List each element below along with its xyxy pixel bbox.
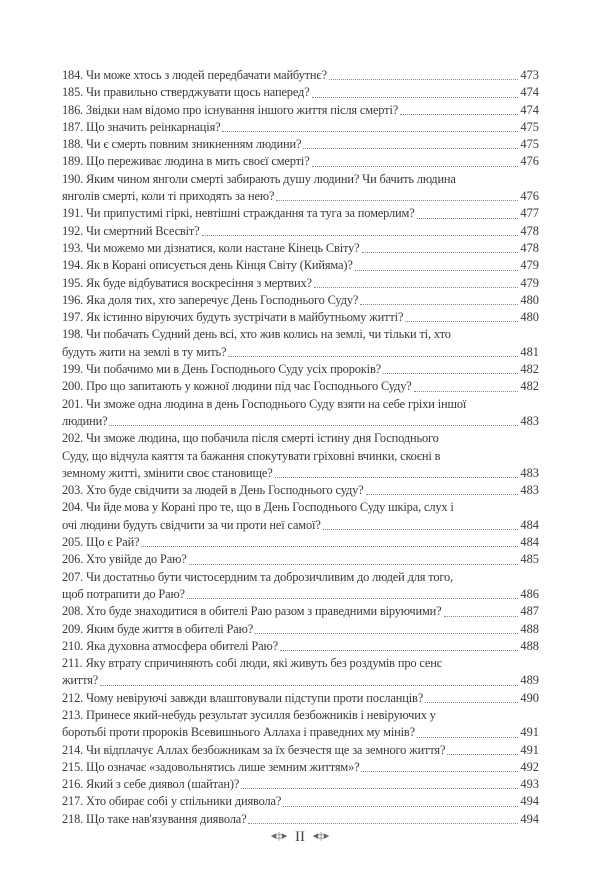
toc-entry-line: людини? [62, 413, 108, 428]
toc-page-number: 485 [520, 552, 539, 567]
toc-entry-line: 192. Чи смертний Всесвіт? [62, 223, 200, 238]
toc-entry[interactable] [62, 742, 539, 759]
dot-leader [276, 200, 518, 201]
toc-entry[interactable] [62, 223, 539, 240]
toc-entry[interactable] [62, 119, 539, 136]
dot-leader [303, 148, 518, 149]
toc-entry-line: 218. Що таке нав'язування диявола? [62, 811, 247, 826]
dot-leader [228, 356, 518, 357]
toc-entry[interactable] [62, 102, 539, 119]
toc-entry[interactable] [62, 257, 539, 274]
dot-leader [383, 373, 518, 374]
toc-page-number: 484 [520, 517, 539, 532]
toc-entry-line: 216. Який з себе диявол (шайтан)? [62, 777, 240, 792]
toc-page-number: 483 [520, 465, 539, 480]
toc-entry[interactable] [62, 326, 539, 361]
toc-entry-line: земному житті, змінити своє становище? [62, 465, 273, 480]
toc-page-number: 474 [520, 85, 539, 100]
toc-entry-line: життя? [62, 673, 99, 688]
toc-entry[interactable] [62, 621, 539, 638]
toc-page-number: 488 [520, 621, 539, 636]
toc-entry-line: 201. Чи зможе одна людина в день Господнього Суду взяти на себе гріхи іншої [62, 396, 467, 411]
toc-page-number: 487 [520, 604, 539, 619]
toc-page-number: 492 [520, 759, 539, 774]
toc-entry-line: 199. Чи побачимо ми в День Господнього Суду усіх пророків? [62, 362, 382, 377]
toc-entry-line: 210. Яка духовна атмосфера обителі Раю? [62, 638, 278, 653]
toc-page-number: 483 [520, 483, 539, 498]
dot-leader [189, 564, 519, 565]
toc-entry[interactable] [62, 551, 539, 568]
toc-page-number: 479 [520, 258, 539, 273]
toc-entry[interactable] [62, 309, 539, 326]
toc-page-number: 494 [520, 794, 539, 809]
toc-page-number: 486 [520, 586, 539, 601]
toc-entry[interactable] [62, 638, 539, 655]
toc-page-number: 480 [520, 310, 539, 325]
toc-entry-line: 198. Чи побачать Судний день всі, хто жив колись на землі, чи тільки ті, хто [62, 327, 451, 342]
toc-page-number: 482 [520, 379, 539, 394]
dot-leader [314, 287, 519, 288]
toc-entry-line: 205. Що є Рай? [62, 535, 140, 550]
dot-leader [141, 546, 518, 547]
toc-entry-line: 217. Хто обирає собі у спільники диявола? [62, 794, 282, 809]
ornament-icon: ◂‡▸ [270, 830, 288, 842]
toc-entry[interactable] [62, 603, 539, 620]
dot-leader [255, 633, 518, 634]
toc-page-number: 475 [520, 137, 539, 152]
dot-leader [187, 598, 519, 599]
dot-leader [361, 771, 518, 772]
dot-leader [362, 252, 519, 253]
toc-page-number: 480 [520, 292, 539, 307]
toc-page-number: 488 [520, 638, 539, 653]
toc-page-number: 477 [520, 206, 539, 221]
dot-leader [248, 823, 518, 824]
toc-entry-line: 190. Яким чином янголи смерті забирають душу людини? Чи бачить людина [62, 171, 456, 186]
toc-entry-line: 193. Чи можемо ми дізнатися, коли настане Кінець Світу? [62, 240, 360, 255]
toc-entry-line: 186. Звідки нам відомо про існування іншого життя після смерті? [62, 102, 399, 117]
toc-entry[interactable] [62, 569, 539, 604]
toc-entry-line: 194. Як в Корані описується день Кінця Світу (Кийяма)? [62, 258, 353, 273]
toc-entry-line: 184. Чи може хтось з людей передбачати майбутнє? [62, 68, 327, 82]
toc-entry[interactable] [62, 690, 539, 707]
toc-entry[interactable] [62, 275, 539, 292]
dot-leader [447, 754, 518, 755]
toc-entry[interactable] [62, 67, 539, 84]
dot-leader [280, 650, 518, 651]
toc-entry-line: 209. Яким буде життя в обителі Раю? [62, 621, 254, 636]
toc-page-number: 491 [520, 725, 539, 740]
page-number: II [295, 829, 305, 845]
toc-entry[interactable] [62, 240, 539, 257]
dot-leader [414, 391, 519, 392]
toc-entry[interactable] [62, 205, 539, 222]
toc-entry[interactable] [62, 153, 539, 170]
toc-page-number: 478 [520, 223, 539, 238]
toc-page-number: 479 [520, 275, 539, 290]
dot-leader [100, 685, 518, 686]
dot-leader [329, 79, 518, 80]
toc-entry-line: Суду, що відчула каяття та бажання спокутувати гріховні вчинки, скоєні в [62, 448, 441, 463]
dot-leader [109, 425, 518, 426]
toc-entry[interactable] [62, 136, 539, 153]
toc-entry[interactable] [62, 759, 539, 776]
toc-entry-line: 195. Як буде відбуватися воскресіння з мертвих? [62, 275, 312, 290]
toc-entry-line: 185. Чи правильно стверджувати щось наперед? [62, 85, 310, 100]
toc-page-number: 484 [520, 535, 539, 550]
toc-entry-line: 215. Що означає «задовольнятись лише земним життям»? [62, 759, 360, 774]
dot-leader [444, 616, 519, 617]
toc-entry-line: 202. Чи зможе людина, що побачила після смерті істину дня Господнього [62, 431, 439, 446]
toc-page-number: 476 [520, 154, 539, 169]
dot-leader [241, 788, 518, 789]
toc-page-number: 476 [520, 189, 539, 204]
dot-leader [312, 166, 519, 167]
toc-entry[interactable] [62, 776, 539, 793]
toc-entry-line: 197. Як істинно віруючих будуть зустрічати в майбутньому житті? [62, 310, 404, 325]
toc-entry[interactable] [62, 482, 539, 499]
toc-entry[interactable] [62, 171, 539, 206]
toc-entry-line: 200. Про що запитають у кожної людини під час Господнього Суду? [62, 379, 412, 394]
toc-entry[interactable] [62, 361, 539, 378]
toc-entry-line: 187. Що значить реінкарнація? [62, 119, 221, 134]
toc-entry-line: 214. Чи відплачує Аллах безбожникам за їх безчестя ще за земного життя? [62, 742, 446, 757]
dot-leader [400, 114, 518, 115]
dot-leader [222, 131, 518, 132]
page-footer [0, 826, 600, 847]
toc-page-number: 478 [520, 240, 539, 255]
toc-entry[interactable] [62, 655, 539, 690]
toc-page-number: 483 [520, 413, 539, 428]
toc-entry[interactable] [62, 378, 539, 395]
toc-entry[interactable] [62, 707, 539, 742]
toc-page-number: 482 [520, 362, 539, 377]
toc-entry-line: 191. Чи припустимі гіркі, невтішні страждання та туга за померлим? [62, 206, 415, 221]
toc-entry-line: 207. Чи достатньо бути чистосердним та доброзичливим до людей для того, [62, 569, 454, 584]
toc-page-number: 473 [520, 68, 539, 82]
toc-entry-line: 208. Хто буде знаходитися в обителі Раю разом з праведними віруючими? [62, 604, 442, 619]
toc-page-number: 489 [520, 673, 539, 688]
toc-page-number: 475 [520, 119, 539, 134]
toc-entry[interactable] [62, 292, 539, 309]
toc-page-number: 494 [520, 811, 539, 826]
dot-leader [312, 97, 519, 98]
toc-entry[interactable] [62, 430, 539, 482]
toc-entry-line: 196. Яка доля тих, хто заперечує День Господнього Суду? [62, 292, 359, 307]
table-of-contents [62, 67, 539, 828]
toc-entry-line: 204. Чи йде мова у Корані про те, що в День Господнього Суду шкіра, слух і [62, 500, 454, 515]
toc-page-number: 491 [520, 742, 539, 757]
toc-entry-line: будуть жити на землі в ту мить? [62, 344, 227, 359]
dot-leader [425, 702, 518, 703]
toc-entry[interactable] [62, 396, 539, 431]
toc-page-number: 490 [520, 690, 539, 705]
toc-entry-line: янголів смерті, коли ті приходять за нею? [62, 189, 275, 204]
dot-leader [202, 235, 519, 236]
dot-leader [417, 218, 519, 219]
toc-entry-line: 211. Яку втрату спричиняють собі люди, які живуть без роздумів про сенс [62, 656, 443, 671]
ornament-icon: ◂‡▸ [312, 830, 330, 842]
toc-entry-line: 213. Принесе який-небудь результат зусилля безбожників і невіруючих у [62, 707, 436, 722]
dot-leader [283, 806, 518, 807]
toc-entry[interactable] [62, 499, 539, 534]
toc-page-number: 474 [520, 102, 539, 117]
toc-entry-line: 206. Хто увійде до Раю? [62, 552, 187, 567]
toc-entry-line: щоб потрапити до Раю? [62, 586, 185, 601]
dot-leader [360, 304, 518, 305]
toc-entry[interactable] [62, 534, 539, 551]
toc-page-number: 481 [520, 344, 539, 359]
dot-leader [405, 321, 518, 322]
toc-entry-line: боротьбі проти пророків Всевишнього Аллаха і праведних му мінів? [62, 725, 415, 740]
toc-entry-line: очі людини будуть свідчити за чи проти неї самої? [62, 517, 321, 532]
toc-entry[interactable] [62, 84, 539, 101]
toc-page-number: 493 [520, 777, 539, 792]
toc-entry-line: 189. Що переживає людина в мить своєї смерті? [62, 154, 310, 169]
toc-entry-line: 212. Чому невіруючі завжди влаштовували підступи проти посланців? [62, 690, 424, 705]
toc-entry-line: 203. Хто буде свідчити за людей в День Господнього суду? [62, 483, 364, 498]
dot-leader [323, 529, 519, 530]
toc-entry[interactable] [62, 793, 539, 810]
dot-leader [366, 494, 519, 495]
toc-entry-line: 188. Чи є смерть повним зникненням людини? [62, 137, 302, 152]
dot-leader [275, 477, 519, 478]
dot-leader [417, 737, 518, 738]
dot-leader [355, 270, 519, 271]
